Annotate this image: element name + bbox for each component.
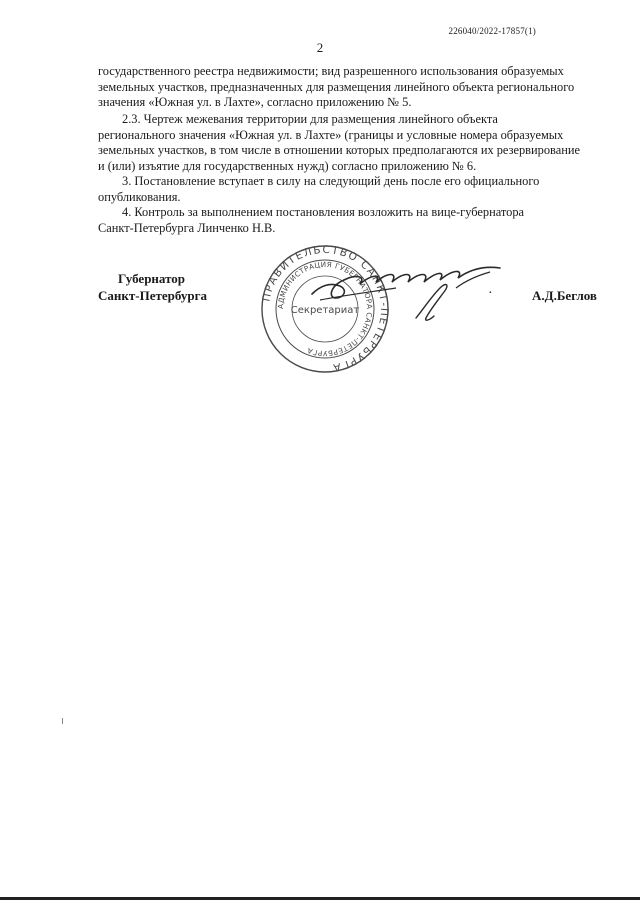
text-line: земельных участков, предназначенных для размещения линейного объекта регионального xyxy=(98,79,575,94)
paragraph-3 xyxy=(98,174,602,205)
signatory-name: А.Д.Беглов xyxy=(532,288,597,303)
text-line: опубликования. xyxy=(98,189,181,204)
scan-border xyxy=(0,897,640,900)
text-line: 2.3. Чертеж межевания территории для размещения линейного объекта xyxy=(122,112,498,126)
paragraph-4 xyxy=(98,205,602,236)
document-number: 226040/2022-17857(1) xyxy=(448,26,536,36)
scan-mark xyxy=(62,718,63,724)
text-line: 4. Контроль за выполнением постановления возложить на вице-губернатора xyxy=(122,205,525,219)
signature-dot: · xyxy=(488,286,493,301)
seal-outer-text: ПРАВИТЕЛЬСТВО САНКТ-ПЕТЕРБУРГА xyxy=(260,244,390,374)
seal-inner-text: АДМИНИСТРАЦИЯ ГУБЕРНАТОРА САНКТ-ПЕТЕРБУРГА xyxy=(275,259,375,359)
text-line: земельных участков, в том числе в отношении которых предполагаются их резервирование xyxy=(98,143,580,158)
text-line: 3. Постановление вступает в силу на следующий день после его официального xyxy=(122,174,540,188)
text-line: Санкт-Петербурга Линченко Н.В. xyxy=(98,220,276,235)
signatory-title-line1: Губернатор xyxy=(118,271,186,286)
signatory-title xyxy=(98,270,207,304)
signatory-title-line2: Санкт-Петербурга xyxy=(98,288,207,303)
handwritten-signature xyxy=(300,252,520,332)
text-line: государственного реестра недвижимости; вид разрешенного использования образуемых xyxy=(98,64,564,78)
text-line: регионального значения «Южная ул. в Лахте» (границы и условные номера образуемых xyxy=(98,127,564,142)
paragraph-2-3 xyxy=(98,112,602,174)
text-line: значения «Южная ул. в Лахте», согласно приложению № 5. xyxy=(98,95,412,110)
page-number: 2 xyxy=(316,40,324,55)
seal-center-text: Секретариат xyxy=(290,305,360,316)
text-line: и (или) изъятие для государственных нужд) согласно приложению № 6. xyxy=(98,158,477,173)
paragraph-registry xyxy=(98,64,602,111)
